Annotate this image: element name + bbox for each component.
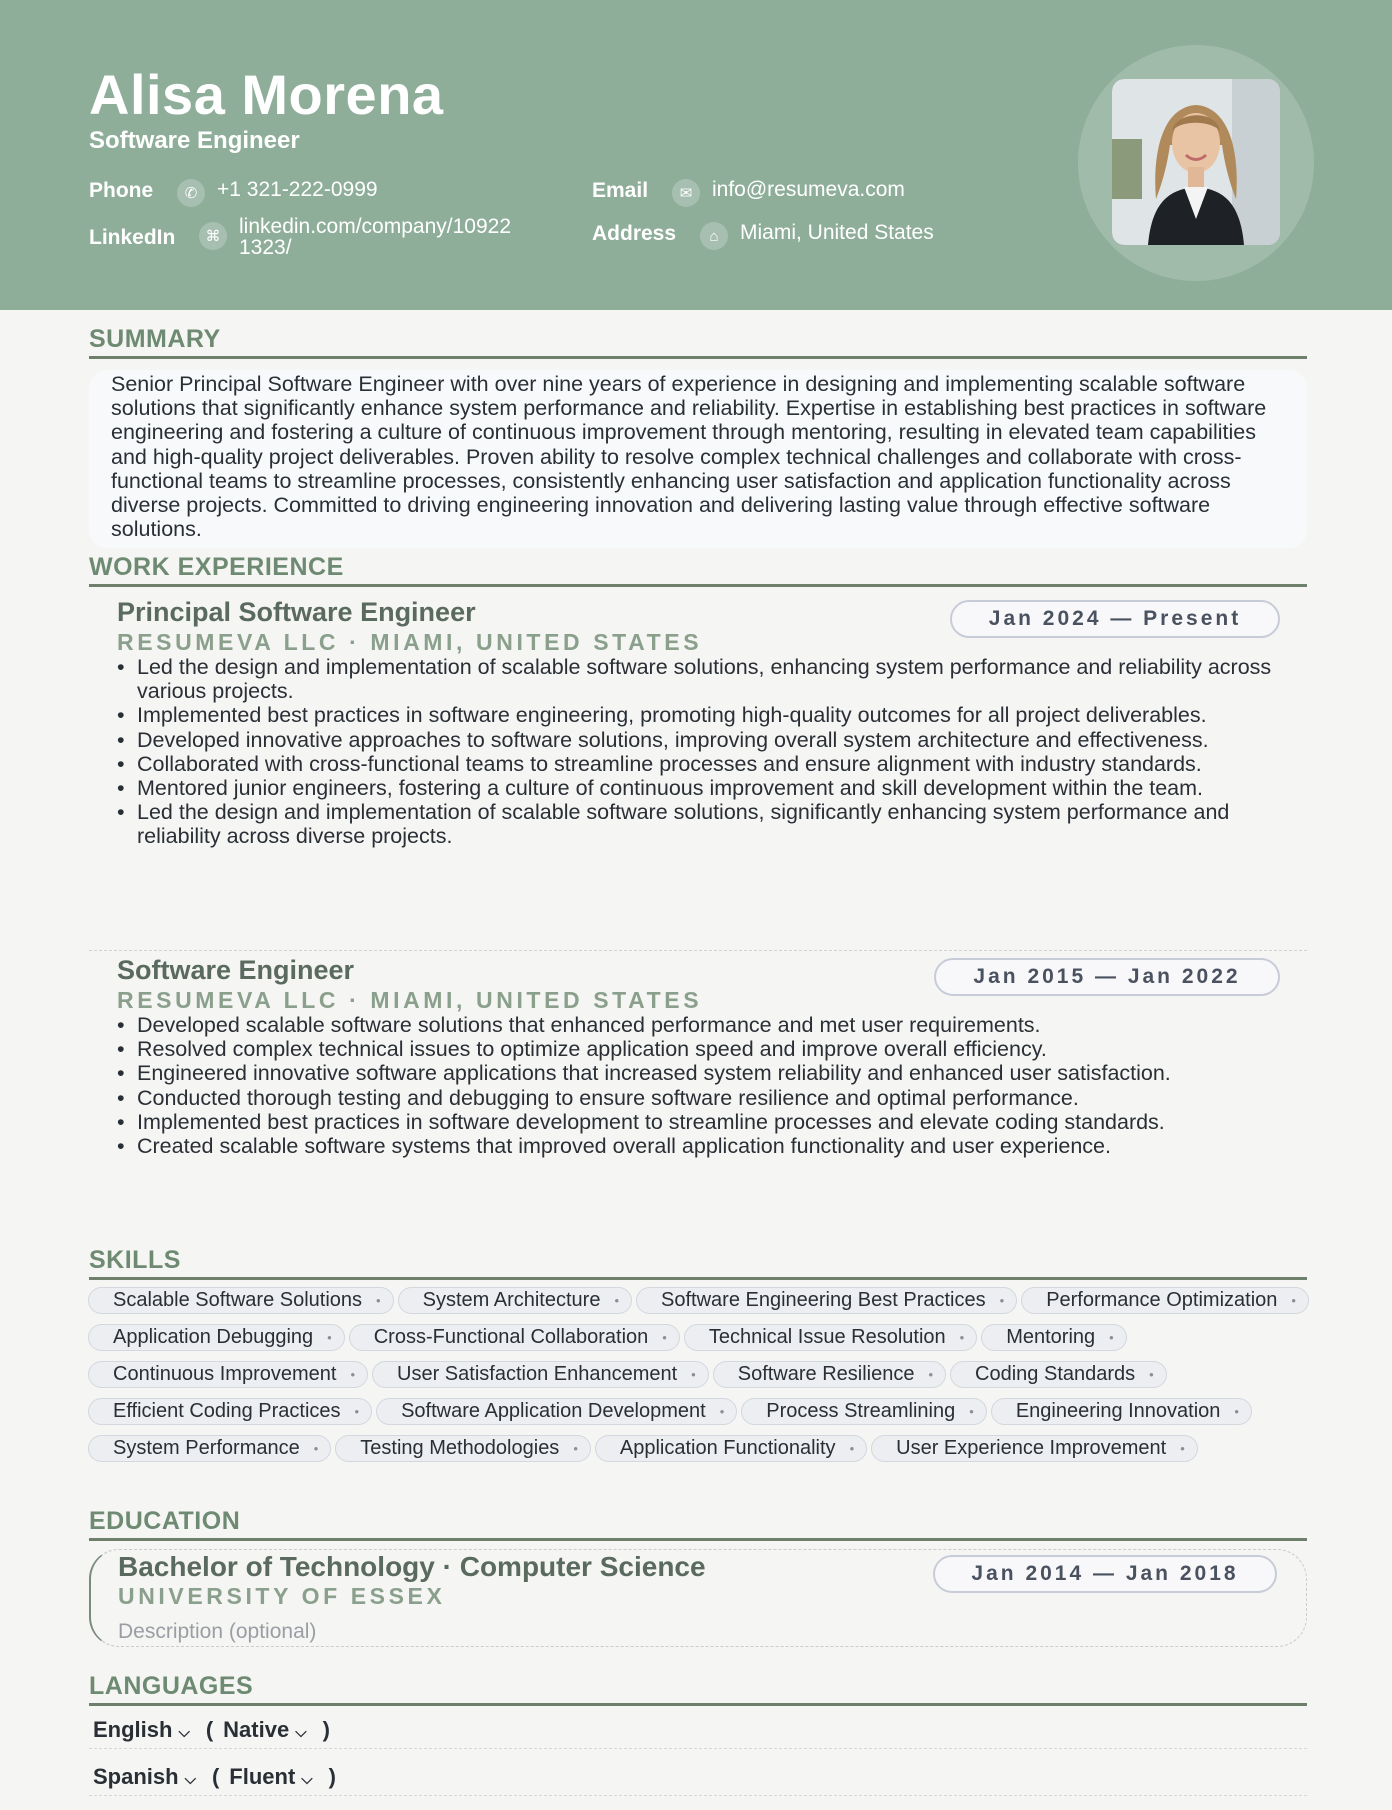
phone-value[interactable]: +1 321-222-0999 [217, 178, 378, 201]
list-item[interactable]: • Engineered innovative software applications that increased system reliability and enhanced user satisfaction. [117, 1061, 1297, 1085]
linkedin-value-line1: linkedin.com/company/10922 [239, 215, 511, 238]
skill-dot-icon: • [313, 1441, 319, 1456]
section-education-heading: EDUCATION [89, 1507, 1307, 1541]
job-company[interactable]: RESUMEVA LLC · MIAMI, UNITED STATES [117, 987, 703, 1013]
skill-label: Software Resilience [737, 1363, 915, 1385]
skill-chip[interactable] [88, 1324, 345, 1351]
linkedin-label: LinkedIn [89, 226, 176, 249]
skill-chip[interactable] [595, 1435, 867, 1462]
skill-label: System Performance [113, 1437, 300, 1459]
level-select[interactable] [229, 1764, 318, 1790]
skill-chip[interactable] [1021, 1287, 1309, 1314]
paren-open: ( [211, 1763, 220, 1789]
job-company[interactable]: RESUMEVA LLC · MIAMI, UNITED STATES [117, 629, 703, 655]
language-select[interactable] [93, 1717, 196, 1743]
contact-email [592, 179, 905, 207]
profile-photo[interactable] [1112, 79, 1280, 245]
section-skills-heading: SKILLS [89, 1246, 1307, 1280]
skill-label: User Experience Improvement [896, 1437, 1167, 1459]
candidate-name[interactable]: Alisa Morena [89, 63, 444, 126]
skill-dot-icon: • [662, 1330, 667, 1345]
skill-chip[interactable] [713, 1361, 946, 1388]
skill-label: Cross-Functional Collaboration [373, 1326, 649, 1348]
mail-icon: ✉ [672, 179, 700, 207]
job-divider [89, 950, 1307, 951]
section-work-heading: WORK EXPERIENCE [89, 553, 1307, 587]
skill-chip[interactable] [376, 1398, 737, 1425]
contact-phone [89, 179, 378, 207]
skill-dot-icon: • [928, 1367, 934, 1382]
language-name: Spanish [93, 1763, 179, 1789]
skill-label: Engineering Innovation [1015, 1400, 1221, 1422]
skill-chip[interactable] [684, 1324, 977, 1351]
list-item[interactable]: • Led the design and implementation of scalable software solutions, enhancing system performance and reliability across various projects. [117, 655, 1297, 703]
skill-dot-icon: • [614, 1293, 620, 1308]
section-summary-heading: SUMMARY [89, 325, 1307, 359]
skill-label: Coding Standards [975, 1363, 1136, 1385]
list-item[interactable]: • Developed innovative approaches to software solutions, improving overall system architecture and effectiveness. [117, 728, 1297, 752]
address-value[interactable]: Miami, United States [740, 221, 934, 244]
skill-dot-icon: • [327, 1330, 332, 1345]
skill-chip[interactable] [741, 1398, 987, 1425]
skill-dot-icon: • [959, 1330, 965, 1345]
paren-close: ) [322, 1716, 330, 1742]
resume-header [0, 0, 1392, 310]
language-select[interactable] [93, 1764, 202, 1790]
skill-chip[interactable] [349, 1324, 680, 1351]
list-item[interactable]: • Conducted thorough testing and debugging to ensure software resilience and optimal performance. [117, 1086, 1297, 1110]
language-name: English [93, 1716, 173, 1742]
skill-label: Technical Issue Resolution [708, 1326, 946, 1348]
skill-dot-icon: • [1180, 1441, 1185, 1456]
skill-label: Continuous Improvement [113, 1363, 337, 1385]
job-title[interactable]: Principal Software Engineer [117, 597, 476, 627]
skill-dot-icon: • [1291, 1293, 1296, 1308]
education-school[interactable]: UNIVERSITY OF ESSEX [118, 1583, 446, 1609]
skill-label: System Architecture [422, 1289, 601, 1311]
chevron-down-icon: ⌵ [184, 1770, 196, 1788]
chevron-down-icon: ⌵ [295, 1723, 307, 1741]
address-label: Address [592, 222, 677, 245]
linkedin-value-line2: 1323/ [239, 236, 292, 259]
skill-dot-icon: • [1234, 1404, 1239, 1419]
skill-label: Application Debugging [113, 1326, 314, 1348]
skill-dot-icon: • [1109, 1330, 1114, 1345]
list-item[interactable]: • Mentored junior engineers, fostering a culture of continuous improvement and skill development within the team. [117, 776, 1297, 800]
skill-chip[interactable] [398, 1287, 632, 1314]
list-item[interactable]: • Developed scalable software solutions that enhanced performance and met user requirements. [117, 1013, 1297, 1037]
skill-chip[interactable] [335, 1435, 591, 1462]
phone-icon: ✆ [177, 179, 205, 207]
job-bullets [117, 655, 1297, 849]
contact-address [592, 222, 934, 250]
skill-chip[interactable] [950, 1361, 1167, 1388]
job-bullets [117, 1013, 1297, 1158]
skill-dot-icon: • [573, 1441, 578, 1456]
education-description-field[interactable]: Description (optional) [118, 1620, 317, 1643]
phone-label: Phone [89, 179, 154, 202]
chevron-down-icon: ⌵ [301, 1770, 313, 1788]
summary-text[interactable]: Senior Principal Software Engineer with over nine years of experience in designing and implementing scalable software solutions that significantly enhance system performance and reliability. Expertise in establishing best practices in software engineering and fostering a culture of continuous improvement through mentoring, resulting in elevated team capabilities and high-quality project deliverables. Proven ability to resolve complex technical challenges and collaborate with cross-functional teams to streamline processes, consistently enhancing user satisfaction and application functionality across diverse projects. Committed to driving engineering innovation and delivering lasting value through effective software solutions. [89, 370, 1307, 548]
chevron-down-icon: ⌵ [178, 1723, 190, 1741]
skill-label: Software Engineering Best Practices [661, 1289, 986, 1311]
skill-chip[interactable] [88, 1287, 394, 1314]
skill-label: Efficient Coding Practices [113, 1400, 341, 1422]
paren-close: ) [328, 1763, 336, 1789]
language-row [89, 1758, 1307, 1796]
skill-chip[interactable] [88, 1361, 368, 1388]
contact-linkedin [89, 216, 511, 258]
skills-list [88, 1287, 1318, 1462]
linkedin-value[interactable] [239, 216, 511, 258]
candidate-title[interactable]: Software Engineer [89, 127, 300, 154]
skill-chip[interactable] [88, 1435, 331, 1462]
skill-chip[interactable] [372, 1361, 709, 1388]
email-value[interactable]: info@resumeva.com [712, 178, 905, 201]
skill-dot-icon: • [350, 1367, 356, 1382]
skill-dot-icon: • [849, 1441, 855, 1456]
list-item[interactable]: • Resolved complex technical issues to optimize application speed and improve overall efficiency. [117, 1037, 1297, 1061]
skill-label: Process Streamlining [766, 1400, 956, 1422]
job-date-pill[interactable]: Jan 2015 — Jan 2022 [934, 958, 1280, 996]
skill-label: Mentoring [1006, 1326, 1096, 1348]
skill-chip[interactable] [981, 1324, 1127, 1351]
skill-label: Testing Methodologies [360, 1437, 560, 1459]
education-date-pill[interactable]: Jan 2014 — Jan 2018 [933, 1555, 1277, 1593]
list-item[interactable]: • Created scalable software systems that improved overall application functionality and user experience. [117, 1134, 1297, 1158]
skill-dot-icon: • [969, 1404, 974, 1419]
skill-chip[interactable] [871, 1435, 1198, 1462]
skill-chip[interactable] [991, 1398, 1252, 1425]
skill-label: Application Functionality [619, 1437, 836, 1459]
section-languages-heading: LANGUAGES [89, 1672, 1307, 1706]
email-label: Email [592, 179, 649, 202]
language-row [89, 1711, 1307, 1749]
list-item[interactable]: • Implemented best practices in software engineering, promoting high-quality outcomes for all project deliverables. [117, 703, 1297, 727]
skill-dot-icon: • [1149, 1367, 1154, 1382]
skill-label: Software Application Development [401, 1400, 706, 1422]
skill-label: Scalable Software Solutions [113, 1289, 363, 1311]
link-icon: ⌘ [199, 222, 227, 250]
home-icon: ⌂ [700, 222, 728, 250]
list-item[interactable]: • Implemented best practices in software development to streamline processes and elevate coding standards. [117, 1110, 1297, 1134]
paren-open: ( [205, 1716, 214, 1742]
list-item[interactable]: • Collaborated with cross-functional teams to streamline processes and ensure alignment with industry standards. [117, 752, 1297, 776]
skill-chip[interactable] [636, 1287, 1017, 1314]
skill-dot-icon: • [719, 1404, 725, 1419]
language-level: Fluent [229, 1763, 296, 1789]
job-title[interactable]: Software Engineer [117, 955, 355, 985]
level-select[interactable] [223, 1717, 312, 1743]
skill-label: Performance Optimization [1046, 1289, 1278, 1311]
skill-dot-icon: • [376, 1293, 381, 1308]
skill-label: User Satisfaction Enhancement [397, 1363, 678, 1385]
skill-dot-icon: • [999, 1293, 1005, 1308]
list-item[interactable]: • Led the design and implementation of scalable software solutions, significantly enhancing system performance and reliability across diverse projects. [117, 800, 1297, 848]
education-degree[interactable]: Bachelor of Technology · Computer Science [118, 1551, 706, 1582]
skill-dot-icon: • [354, 1404, 360, 1419]
job-date-pill[interactable]: Jan 2024 — Present [950, 600, 1280, 638]
language-level: Native [223, 1716, 290, 1742]
profile-photo-image [1112, 79, 1280, 245]
skill-chip[interactable] [88, 1398, 372, 1425]
skill-dot-icon: • [691, 1367, 696, 1382]
